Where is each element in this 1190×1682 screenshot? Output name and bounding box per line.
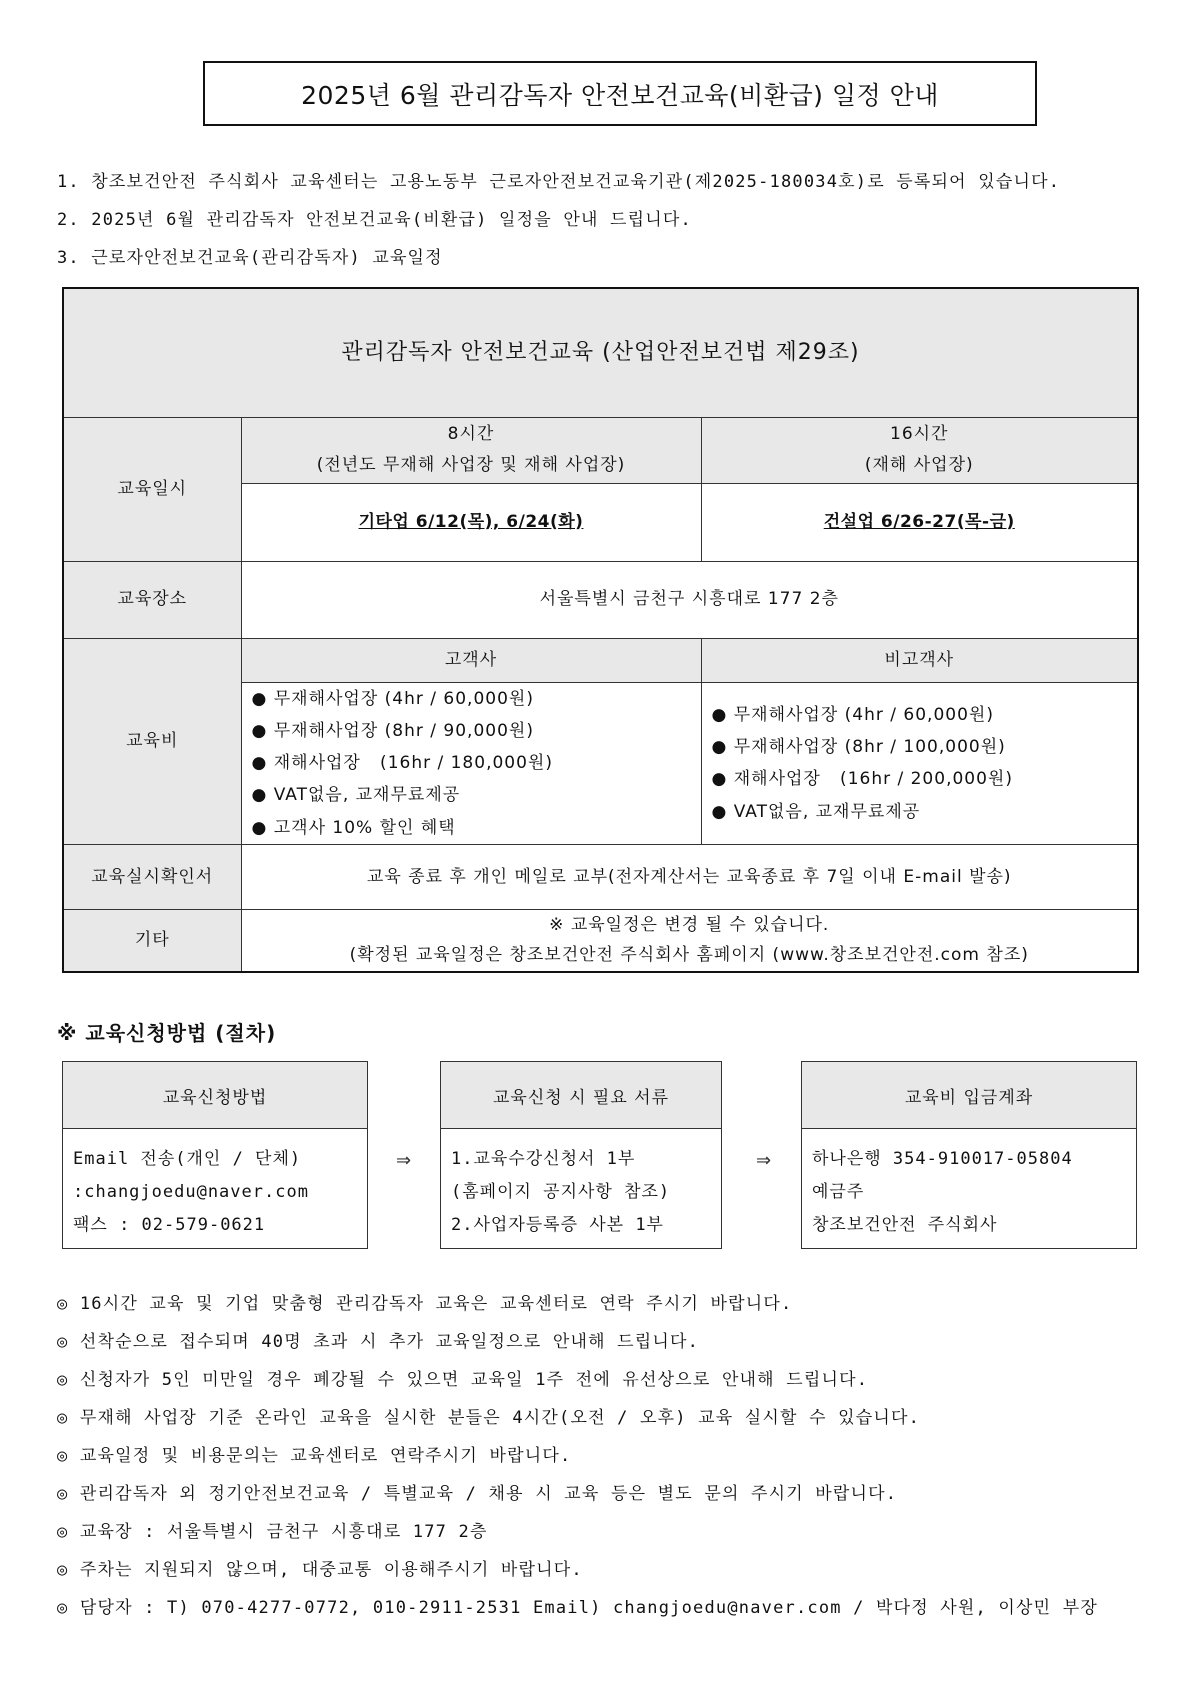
procedure-box-title: 교육신청방법 xyxy=(63,1062,367,1129)
note-item: ◎ 선착순으로 접수되며 40명 초과 시 추가 교육일정으로 안내해 드립니다. xyxy=(57,1332,700,1352)
fee-label: 교육비 xyxy=(63,638,241,844)
list-item: ● 고객사 10% 할인 혜택 xyxy=(251,817,456,838)
procedure-box-body xyxy=(63,1129,367,1242)
fee-customer-list xyxy=(241,682,701,844)
schedule-8h-header xyxy=(241,417,701,483)
note-item: ◎ 관리감독자 외 정기안전보건교육 / 특별교육 / 채용 시 교육 등은 별도 문의 주시기 바랍니다. xyxy=(57,1484,898,1504)
procedure-line: 하나은행 354-910017-05804 xyxy=(812,1149,1073,1169)
procedure-line: 예금주 xyxy=(812,1182,865,1202)
etc-line-1: ※ 교육일정은 변경 될 수 있습니다. xyxy=(549,914,830,935)
arrow-icon: ⇒ xyxy=(756,1150,772,1171)
procedure-box-title: 교육신청 시 필요 서류 xyxy=(441,1062,721,1129)
procedure-line: Email 전송(개인 / 단체) xyxy=(73,1149,302,1169)
schedule-8h-dates xyxy=(241,483,701,561)
procedure-line: :changjoedu@naver.com xyxy=(73,1182,309,1202)
procedure-box-documents xyxy=(440,1061,722,1249)
list-item: ● VAT없음, 교재무료제공 xyxy=(711,801,921,822)
note-item: ◎ 교육일정 및 비용문의는 교육센터로 연락주시기 바랍니다. xyxy=(57,1446,572,1466)
place-label: 교육장소 xyxy=(63,561,241,638)
schedule-16h-dates xyxy=(701,483,1138,561)
document-title: 2025년 6월 관리감독자 안전보건교육(비환급) 일정 안내 xyxy=(203,61,1037,126)
schedule-8h-desc: (전년도 무재해 사업장 및 재해 사업장) xyxy=(316,455,626,475)
etc-label: 기타 xyxy=(63,909,241,972)
procedure-title: ※ 교육신청방법 (절차) xyxy=(57,1021,277,1045)
schedule-16h-dates-text: 건설업 6/26-27(목-금) xyxy=(823,511,1015,532)
procedure-box-application xyxy=(62,1061,368,1249)
schedule-table xyxy=(62,287,1139,973)
schedule-16h-header xyxy=(701,417,1138,483)
note-item: ◎ 16시간 교육 및 기업 맞춤형 관리감독자 교육은 교육센터로 연락 주시기 바랍니다. xyxy=(57,1294,793,1314)
fee-noncustomer-title: 비고객사 xyxy=(701,638,1138,682)
notes-list xyxy=(57,1289,1098,1631)
note-item: ◎ 교육장 : 서울특별시 금천구 시흥대로 177 2층 xyxy=(57,1522,488,1542)
list-item: ● 재해사업장 (16hr / 200,000원) xyxy=(711,769,1013,790)
schedule-8h-hours: 8시간 xyxy=(447,424,495,445)
etc-line-2: (확정된 교육일정은 창조보건안전 주식회사 홈페이지 (www.창조보건안전.com 참조) xyxy=(349,944,1029,965)
procedure-line: 2.사업자등록증 사본 1부 xyxy=(451,1215,664,1235)
schedule-label: 교육일시 xyxy=(63,417,241,561)
schedule-8h-dates-text: 기타업 6/12(목), 6/24(화) xyxy=(358,511,584,532)
fee-customer-title: 고객사 xyxy=(241,638,701,682)
procedure-line: 팩스 : 02-579-0621 xyxy=(73,1215,266,1235)
place-value: 서울특별시 금천구 시흥대로 177 2층 xyxy=(241,561,1138,638)
procedure-box-account xyxy=(801,1061,1137,1249)
list-item: ● 무재해사업장 (4hr / 60,000원) xyxy=(711,704,994,725)
arrow-icon: ⇒ xyxy=(396,1150,412,1171)
intro-line-3: 3. 근로자안전보건교육(관리감독자) 교육일정 xyxy=(57,248,443,268)
list-item: ● 무재해사업장 (4hr / 60,000원) xyxy=(251,688,534,709)
intro-line-2: 2. 2025년 6월 관리감독자 안전보건교육(비환급) 일정을 안내 드립니다. xyxy=(57,210,692,230)
procedure-line: 창조보건안전 주식회사 xyxy=(812,1215,998,1235)
note-item: ◎ 담당자 : T) 070-4277-0772, 010-2911-2531 Email) changjoedu@naver.com / 박다정 사원, 이상민 부장 xyxy=(57,1598,1098,1618)
note-item: ◎ 무재해 사업장 기준 온라인 교육을 실시한 분들은 4시간(오전 / 오후) 교육 실시할 수 있습니다. xyxy=(57,1408,921,1428)
procedure-box-body xyxy=(441,1129,721,1242)
list-item: ● 무재해사업장 (8hr / 90,000원) xyxy=(251,720,534,741)
certificate-label: 교육실시확인서 xyxy=(63,844,241,909)
schedule-16h-hours: 16시간 xyxy=(890,424,949,445)
fee-noncustomer-list xyxy=(701,682,1138,844)
list-item: ● 재해사업장 (16hr / 180,000원) xyxy=(251,753,553,774)
procedure-box-body xyxy=(802,1129,1136,1242)
table-header: 관리감독자 안전보건교육 (산업안전보건법 제29조) xyxy=(63,288,1138,417)
procedure-box-title: 교육비 입금계좌 xyxy=(802,1062,1136,1129)
note-item: ◎ 주차는 지원되지 않으며, 대중교통 이용해주시기 바랍니다. xyxy=(57,1560,583,1580)
procedure-line: (홈페이지 공지사항 참조) xyxy=(451,1182,671,1202)
certificate-value: 교육 종료 후 개인 메일로 교부(전자계산서는 교육종료 후 7일 이내 E-mail 발송) xyxy=(241,844,1138,909)
procedure-line: 1.교육수강신청서 1부 xyxy=(451,1149,636,1169)
list-item: ● VAT없음, 교재무료제공 xyxy=(251,785,461,806)
note-item: ◎ 신청자가 5인 미만일 경우 폐강될 수 있으면 교육일 1주 전에 유선상으로 안내해 드립니다. xyxy=(57,1370,869,1390)
list-item: ● 무재해사업장 (8hr / 100,000원) xyxy=(711,736,1006,757)
schedule-16h-desc: (재해 사업장) xyxy=(864,455,974,475)
etc-value xyxy=(241,909,1138,972)
intro-line-1: 1. 창조보건안전 주식회사 교육센터는 고용노동부 근로자안전보건교육기관(제2025-180034호)로 등록되어 있습니다. xyxy=(57,172,1061,192)
